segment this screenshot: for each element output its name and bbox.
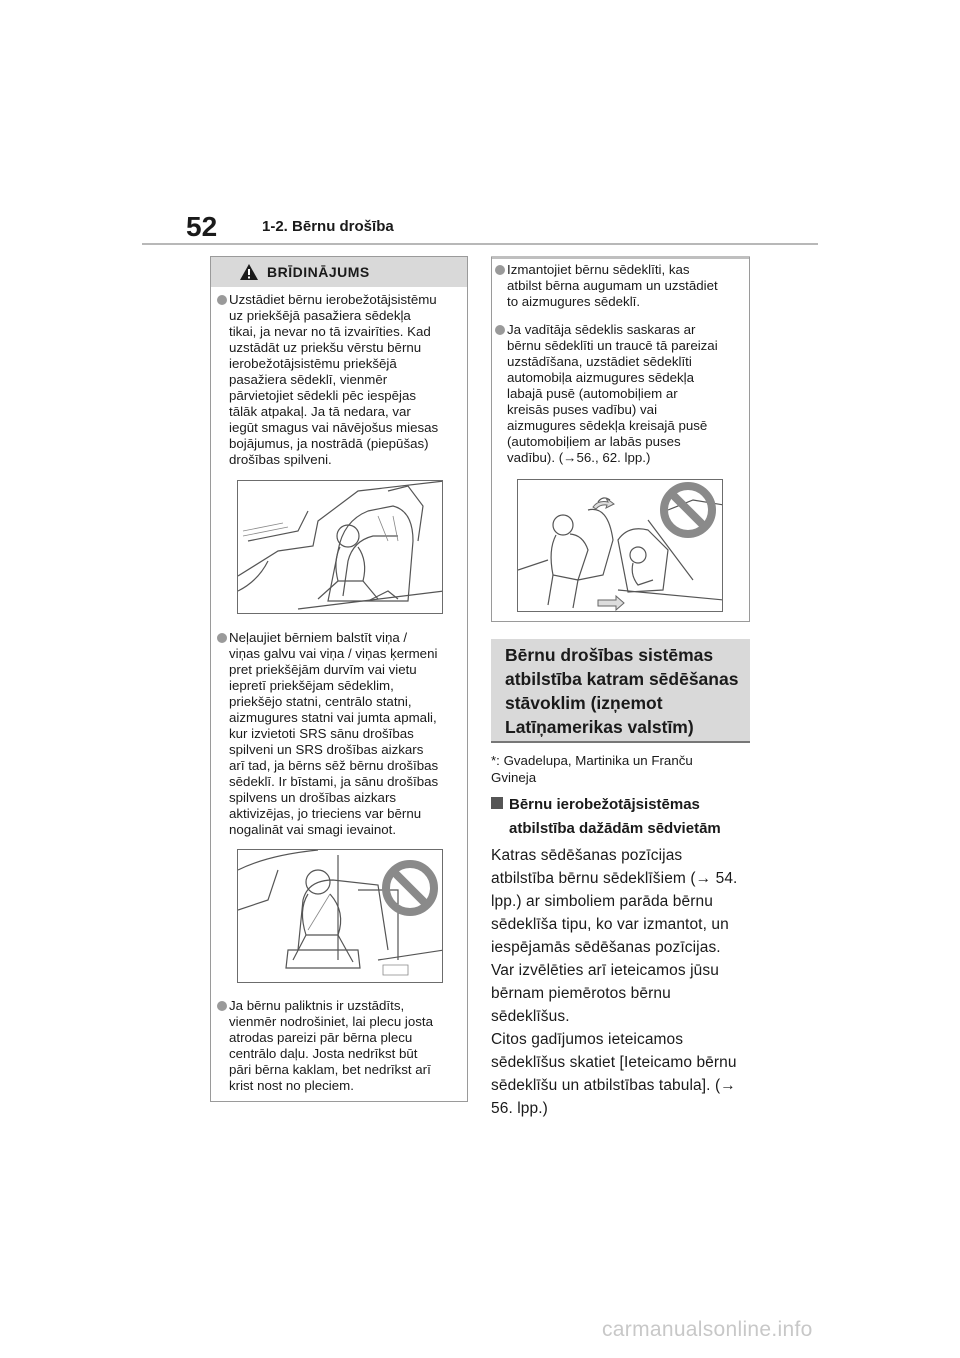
warning-bullet [217, 630, 459, 838]
warning-bullet-text: Neļaujiet bērniem balstīt viņa / viņas galvu vai viņa / viņas ķermeni pret priekšējām durvīm vai vietu iepretī priekšējam sēdeklim, priekšējo statni, centrālo statni, aizmugures statni vai jumta apmali, kur izvietoti SRS sānu drošības spilveni un SRS drošības aizkars arī tad, ja bērns sēž bērnu drošības sēdeklī. Ir bīstami, ja sānu drošības spilvens un drošības aizkars aktivizējas, jo trieciens var bērnu nogalināt vai smagi ievainot. [229, 630, 439, 837]
warning-triangle-icon [239, 263, 259, 281]
subheading: Bērnu ierobežotājsistēmas atbilstība dažādām sēdvietām [509, 796, 721, 837]
warning-bullet-text: Ja vadītāja sēdeklis saskaras ar bērnu sēdeklīti un traucē tā pareizai uzstādīšana, uzstādiet sēdeklīti automobiļa aizmugures sēdekļa labajā pusē (automobiļiem ar kreisās puses vadību) vai aizmugures sēdekļa kreisajā pusē (automobiļiem ar labās puses vadību). (→56., 62. lpp.) [507, 322, 718, 465]
section-heading: Bērnu drošības sistēmas atbilstība katram sēdēšanas stāvoklim (izņemot Latīņamerikas valstīm) [505, 645, 739, 737]
watermark: carmanualsonline.info [602, 1318, 813, 1341]
driver-seat-contact-drawing [518, 480, 723, 612]
warning-bullet [217, 292, 459, 468]
booster-seat-drawing [238, 850, 443, 983]
warning-box [210, 256, 468, 1102]
booster-seat-prohibited-illustration [237, 849, 443, 983]
body-paragraph: Katras sēdēšanas pozīcijas atbilstība bērnu sēdeklīšiem (→ 54. lpp.) ar simboliem parāda bērnu sēdeklīša tipu, ko var izmantot, un iespējamās sēdēšanas pozīcijas. Var izvēlēties arī ieteicamos jūsu bērnam piemērotos bērnu sēdeklīšus. Citos gadījumos ieteicamos sēdeklīšus skatiet [Ieteicamo bērnu sēdeklīšu un atbilstības tabula]. (→ 56. lpp.) [491, 847, 738, 1117]
subheading-square-icon [491, 797, 503, 809]
prohibition-icon [664, 486, 712, 534]
warning-title: BRĪDINĀJUMS [267, 264, 370, 280]
warning-bullet-text: Izmantojiet bērnu sēdeklīti, kas atbilst bērna augumam un uzstādiet to aizmugures sēdeklī. [507, 262, 718, 309]
driver-seat-contact-prohibited-illustration [517, 479, 723, 612]
prohibition-icon [386, 864, 434, 912]
warning-bullet [217, 998, 459, 1094]
bullet-dot-icon [217, 1001, 227, 1011]
bullet-dot-icon [217, 295, 227, 305]
section-heading-box [491, 639, 750, 743]
page-number: 52 [186, 211, 218, 242]
bullet-dot-icon [495, 325, 505, 335]
warning-bullet [495, 322, 755, 466]
warning-bullet-text: Uzstādiet bērnu ierobežotājsistēmu uz priekšējā pasažiera sēdekļa tikai, ja nevar no tā izvairīties. Kad uzstādāt uz priekšu vērstu bērnu ierobežotājsistēmu priekšējā pasažiera sēdeklī, vienmēr pārvietojiet sēdekli pēc iespējas tālāk atpakaļ. Ja tā nedara, var iegūt smagus vai nāvējošus miesas bojājumus, ja nostrādā (piepūšas) drošības spilveni. [229, 292, 439, 467]
footnote: *: Gvadelupa, Martinika un Franču Gvineja [491, 753, 693, 785]
warning-header [211, 257, 467, 287]
bullet-dot-icon [217, 633, 227, 643]
warning-bullet-text: Ja bērnu paliktnis ir uzstādīts, vienmēr nodrošiniet, lai plecu josta atrodas pareizi pār bērna plecu centrālo daļu. Josta nedrīkst būt pāri bērna kaklam, bet nedrīkst arī krist nost no pleciem. [229, 998, 433, 1093]
header-divider [142, 243, 818, 245]
front-seat-child-seat-illustration [237, 480, 443, 614]
warning-bullet [495, 262, 755, 310]
bullet-dot-icon [495, 265, 505, 275]
section-title: 1-2. Bērnu drošība [262, 218, 394, 235]
child-seat-front-drawing [238, 481, 443, 614]
